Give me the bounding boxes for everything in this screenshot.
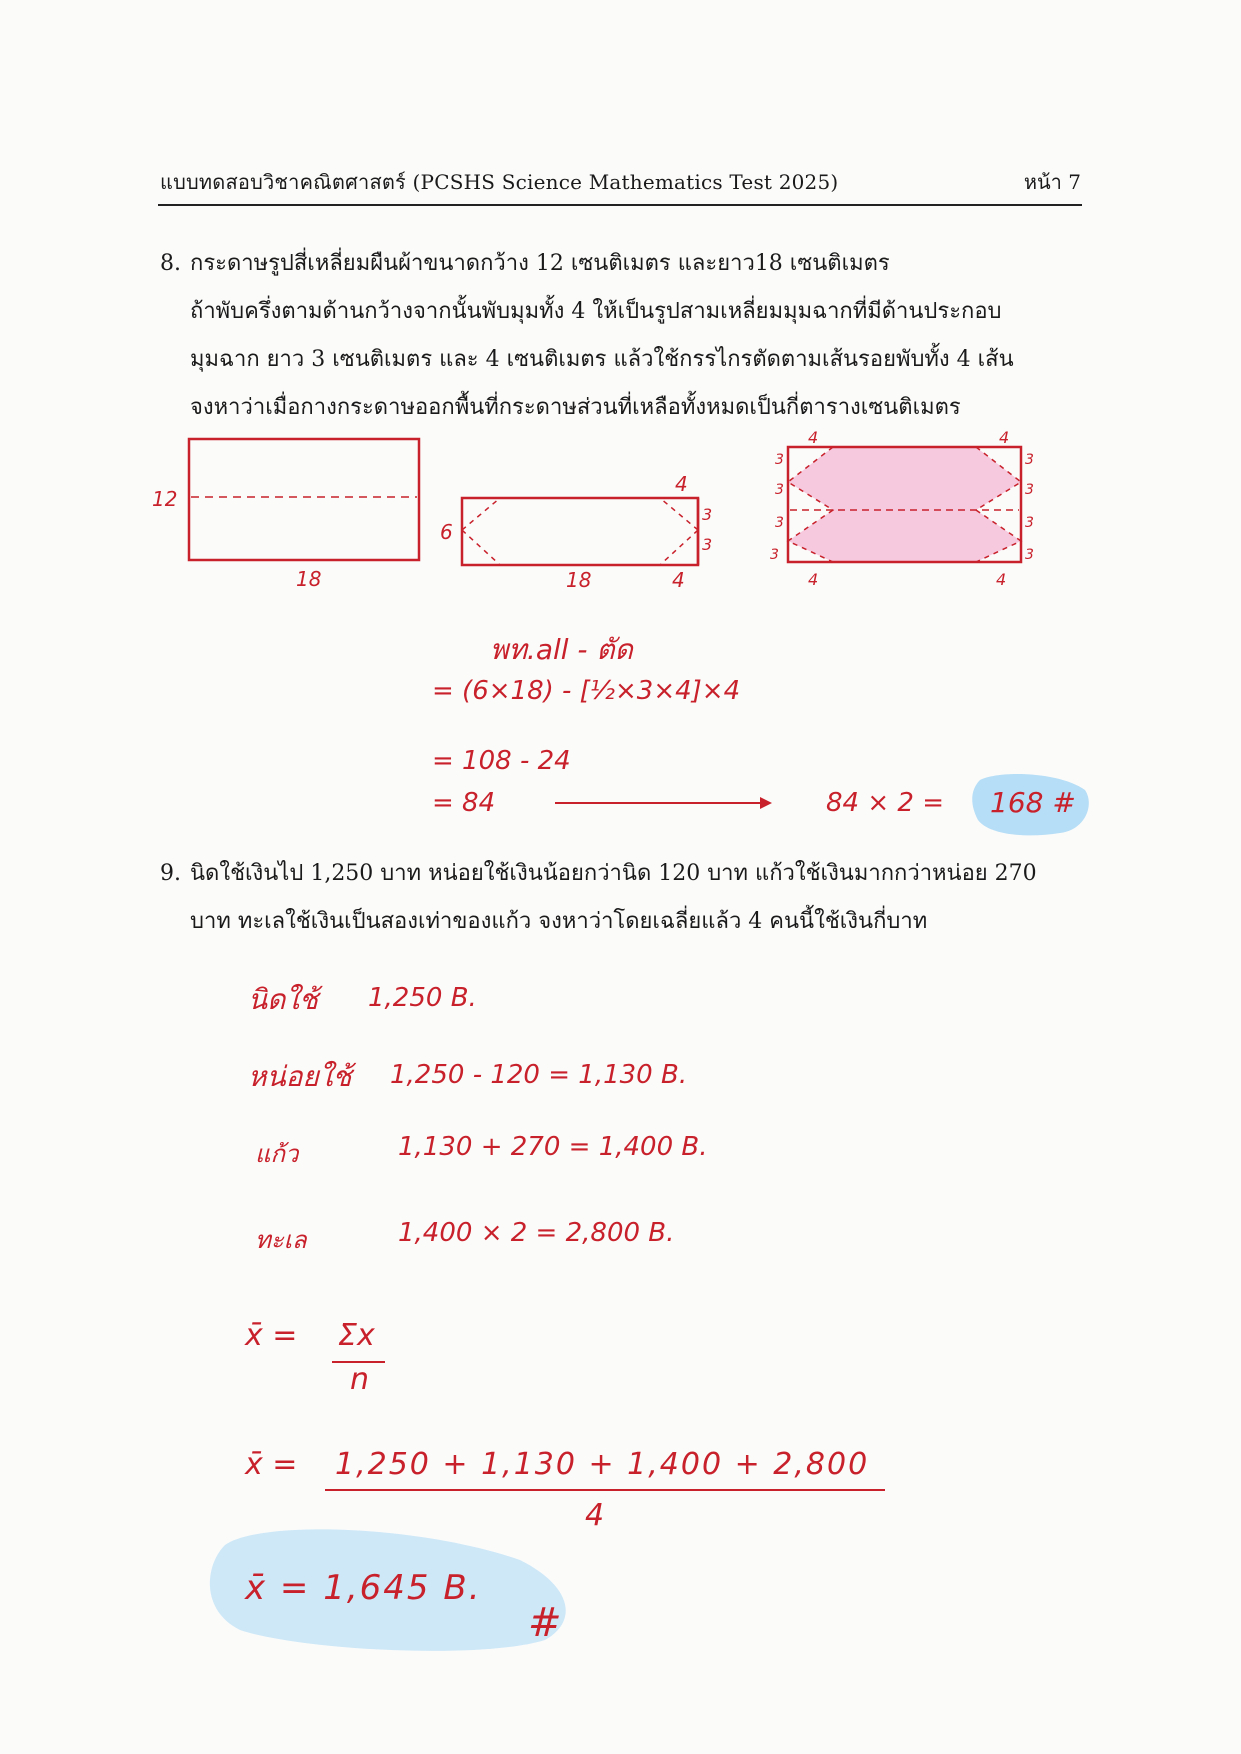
question-number: 8. <box>160 251 181 276</box>
paper-rect-full <box>189 439 419 560</box>
mean-formula-numerator: Σx <box>338 1318 375 1353</box>
work-q9-kaew-value: 1,130 + 270 = 1,400 B. <box>398 1132 708 1162</box>
label-rect3-bottom-left: 4 <box>808 570 819 589</box>
mean-result: x̄ = 1,645 B. <box>245 1568 482 1608</box>
label-rect3-top-left: 4 <box>808 428 819 447</box>
mean-calc-denominator: 4 <box>585 1498 605 1533</box>
mean-formula-denominator: n <box>350 1362 370 1397</box>
question-line: ถ้าพับครึ่งตามด้านกว้างจากนั้นพับมุมทั้ง 4 ให้เป็นรูปสามเหลี่ยมมุมฉากที่มีด้านประกอบ <box>190 299 1002 324</box>
label-rect3-side: 3 <box>775 452 784 468</box>
cut-line <box>462 530 500 565</box>
label-rect3-side: 3 <box>770 547 779 563</box>
answer-mark: # <box>528 1600 562 1646</box>
work-q8-line4b: 84 × 2 = <box>826 788 944 818</box>
page-header-title: แบบทดสอบวิชาคณิตศาสตร์ (PCSHS Science Mathematics Test 2025) <box>160 170 839 194</box>
work-q9-noi-value: 1,250 - 120 = 1,130 B. <box>390 1060 688 1090</box>
label-rect3-side: 3 <box>1025 547 1034 563</box>
label-rect3-side: 3 <box>1025 515 1034 531</box>
work-q8-answer: 168 # <box>990 786 1076 819</box>
work-q8-line3: = 108 - 24 <box>432 746 571 776</box>
question-line: จงหาว่าเมื่อกางกระดาษออกพื้นที่กระดาษส่วนที่เหลือทั้งหมดเป็นกี่ตารางเซนติเมตร <box>190 395 961 420</box>
label-rect2-side-b: 3 <box>702 535 713 554</box>
cut-line <box>462 498 500 530</box>
label-rect2-height: 6 <box>440 520 453 544</box>
label-rect1-height: 12 <box>152 487 178 511</box>
work-q8-line2: = (6×18) - [½×3×4]×4 <box>432 676 741 706</box>
label-rect3-top-right: 4 <box>999 428 1010 447</box>
mean-calc-numerator: 1,250 + 1,130 + 1,400 + 2,800 <box>335 1447 870 1482</box>
cut-line <box>660 498 698 530</box>
label-rect2-corner-top: 4 <box>675 472 688 496</box>
label-rect2-corner-bottom: 4 <box>672 568 685 592</box>
work-q8-line1: พท.all - ตัด <box>490 633 633 666</box>
label-rect1-width: 18 <box>296 567 322 591</box>
cut-line <box>660 530 698 565</box>
question-number: 9. <box>160 861 181 886</box>
label-rect3-side: 3 <box>1025 482 1034 498</box>
question-9 <box>160 850 1090 946</box>
label-rect3-side: 3 <box>1025 452 1034 468</box>
question-line: บาท ทะเลใช้เงินเป็นสองเท่าของแก้ว จงหาว่าโดยเฉลี่ยแล้ว 4 คนนี้ใช้เงินกี่บาท <box>190 909 928 934</box>
remaining-paper-shape <box>788 447 1021 562</box>
work-q9-nid-value: 1,250 B. <box>368 983 477 1013</box>
work-q9-talay-label: ทะเล <box>255 1226 307 1254</box>
work-q9-nid-label: นิดใช้ <box>248 983 318 1016</box>
question-line: นิดใช้เงินไป 1,250 บาท หน่อยใช้เงินน้อยกว่านิด 120 บาท แก้วใช้เงินมากกว่าหน่อย 270 <box>190 861 1037 886</box>
work-q8-line4a: = 84 <box>432 788 496 818</box>
arrow-head <box>760 797 772 809</box>
label-rect3-bottom-right: 4 <box>996 570 1007 589</box>
label-rect3-side: 3 <box>775 515 784 531</box>
paper-rect-folded <box>462 498 698 565</box>
mean-calc-lhs: x̄ = <box>245 1447 298 1482</box>
question-line: กระดาษรูปสี่เหลี่ยมผืนผ้าขนาดกว้าง 12 เซนติเมตร และยาว18 เซนติเมตร <box>190 251 890 276</box>
label-rect3-side: 3 <box>775 482 784 498</box>
question-line: มุมฉาก ยาว 3 เซนติเมตร และ 4 เซนติเมตร แล้วใช้กรรไกรตัดตามเส้นรอยพับทั้ง 4 เส้น <box>190 347 1014 372</box>
work-q9-noi-label: หน่อยใช้ <box>248 1060 352 1093</box>
work-q9-talay-value: 1,400 × 2 = 2,800 B. <box>398 1218 675 1248</box>
label-rect2-side-a: 3 <box>702 505 713 524</box>
page-number: หน้า 7 <box>1023 170 1081 194</box>
mean-formula-lhs: x̄ = <box>245 1318 298 1353</box>
label-rect2-width: 18 <box>566 568 592 592</box>
work-q9-kaew-label: แก้ว <box>255 1140 299 1168</box>
